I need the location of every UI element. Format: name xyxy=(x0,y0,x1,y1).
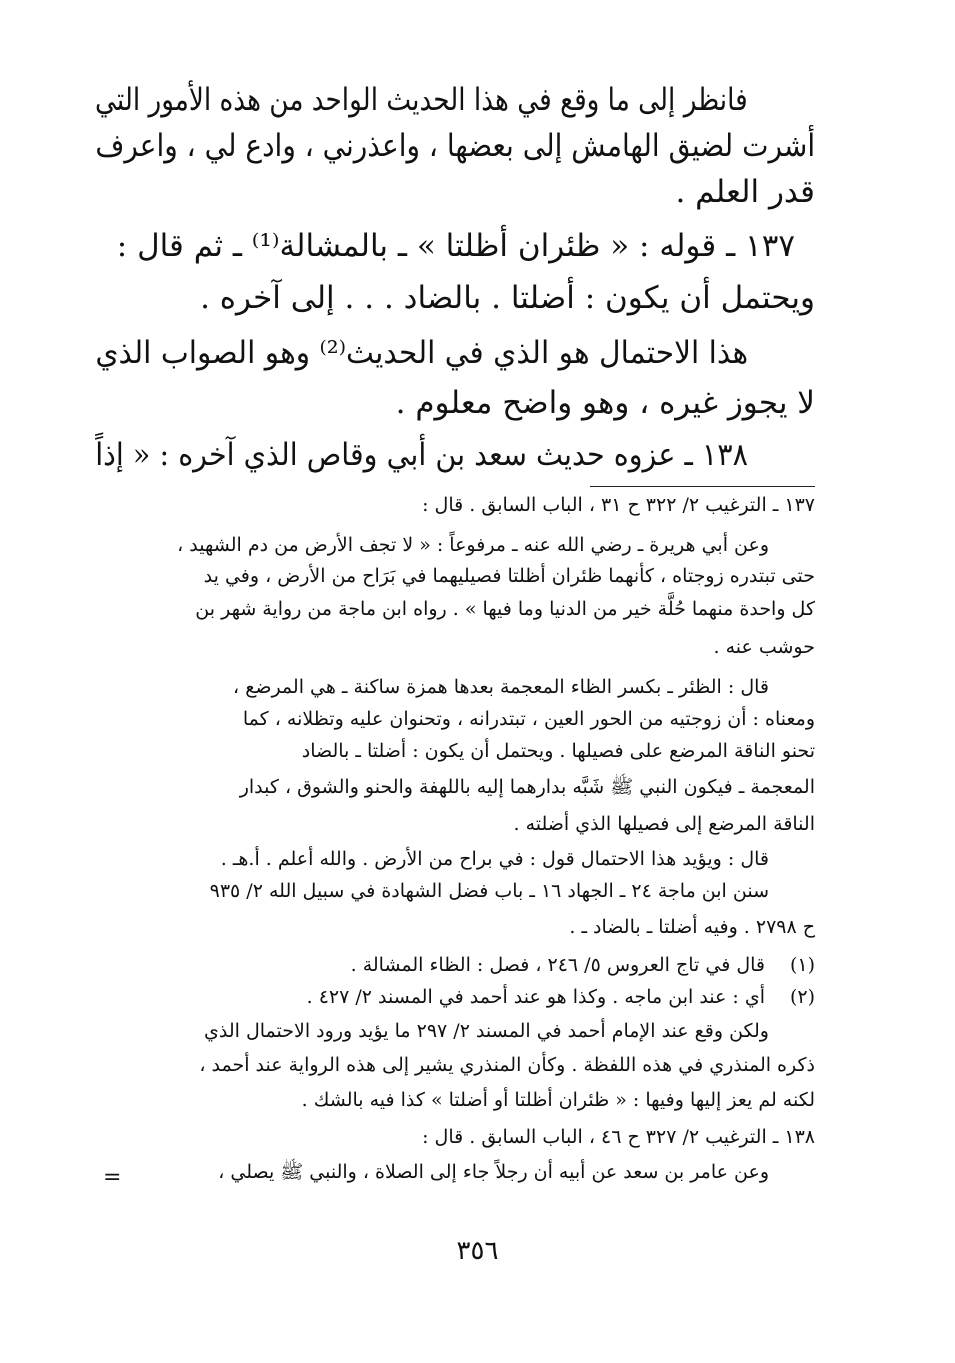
note-137-line-4: كل واحدة منهما حُلَّة خير من الدنيا وما فيها » . رواه ابن ماجة من رواية شهر بن xyxy=(195,598,815,620)
main-line-7: لا يجوز غيره ، وهو واضح معلوم . xyxy=(395,385,815,421)
note-after-line-3: لكنه لم يعز إليها وفيها : « ظئران أظلتا أو أضلتا » كذا فيه بالشك . xyxy=(301,1089,815,1111)
main-line-4: ١٣٧ ـ قوله : « ظئران أظلتا » ـ بالمشالة⁽¹⁾ ـ ثم قال : xyxy=(116,228,795,264)
note-137-line-1: ١٣٧ ـ الترغيب ٢/ ٣٢٢ ح ٣١ ، الباب السابق . قال : xyxy=(422,494,815,516)
note-137-line-5: حوشب عنه . xyxy=(713,636,815,658)
note-137-line-12: سنن ابن ماجة ٢٤ ـ الجهاد ١٦ ـ باب فضل الشهادة في سبيل الله ٢/ ٩٣٥ xyxy=(209,880,769,902)
note-after-line-1: ولكن وقع عند الإمام أحمد في المسند ٢/ ٢٩٧ ما يؤيد ورود الاحتمال الذي xyxy=(204,1020,769,1042)
main-line-1: فانظر إلى ما وقع في هذا الحديث الواحد من هذه الأمور التي xyxy=(95,82,748,118)
main-line-5: ويحتمل أن يكون : أضلتا . بالضاد . . . إلى آخره . xyxy=(200,280,815,316)
note-138-line-1: ١٣٨ ـ الترغيب ٢/ ٣٢٧ ح ٤٦ ، الباب السابق . قال : xyxy=(422,1126,815,1148)
footnote-2-text: أي : عند ابن ماجه . وكذا هو عند أحمد في المسند ٢/ ٤٢٧ . xyxy=(306,986,765,1008)
footnote-1-text: قال في تاج العروس ٥/ ٢٤٦ ، فصل : الظاء المشالة . xyxy=(350,954,765,976)
footnote-1-mark: (١) xyxy=(789,954,815,976)
note-137-line-11: قال : ويؤيد هذا الاحتمال قول : في براح من الأرض . والله أعلم . أ.هـ . xyxy=(220,848,769,870)
main-line-8: ١٣٨ ـ عزوه حديث سعد بن أبي وقاص الذي آخره : « إذاً xyxy=(95,437,748,473)
note-137-line-9: المعجمة ـ فيكون النبي ﷺ شَبَّه بدارهما إليه باللهفة والحنو والشوق ، كبدار xyxy=(239,776,815,798)
main-line-6: هذا الاحتمال هو الذي في الحديث⁽²⁾ وهو الصواب الذي xyxy=(95,335,748,371)
note-after-line-2: ذكره المنذري في هذه اللفظة . وكأن المنذري يشير إلى هذه الرواية عند أحمد ، xyxy=(199,1054,815,1076)
continuation-mark: = xyxy=(103,1165,122,1190)
footnote-2-mark: (٢) xyxy=(789,986,815,1008)
note-137-line-3: حتى تبتدره زوجتاه ، كأنهما ظئران أظلتا فصيليهما في بَرَاح من الأرض ، وفي يد xyxy=(203,565,815,587)
footnote-separator xyxy=(590,486,815,487)
note-137-line-7: ومعناه : أن زوجتيه من الحور العين ، تبتدرانه ، وتحنوان عليه وتظلانه ، كما xyxy=(242,708,815,730)
note-138-line-2: وعن عامر بن سعد عن أبيه أن رجلاً جاء إلى الصلاة ، والنبي ﷺ يصلي ، xyxy=(218,1161,769,1183)
note-137-line-2: وعن أبي هريرة ـ رضي الله عنه ـ مرفوعاً : « لا تجف الأرض من دم الشهيد ، xyxy=(177,534,769,556)
note-137-line-13: ح ٢٧٩٨ . وفيه أضلتا ـ بالضاد ـ . xyxy=(569,916,815,938)
note-137-line-8: تحنو الناقة المرضع على فصيلها . ويحتمل أن يكون : أضلتا ـ بالضاد xyxy=(301,740,815,762)
page-number: ٣٥٦ xyxy=(456,1236,499,1266)
note-137-line-6: قال : الظئر ـ بكسر الظاء المعجمة بعدها همزة ساكنة ـ هي المرضع ، xyxy=(233,676,769,698)
note-137-line-10: الناقة المرضع إلى فصيلها الذي أضلته . xyxy=(513,813,815,835)
main-line-3: قدر العلم . xyxy=(675,174,815,210)
main-line-2: أشرت لضيق الهامش إلى بعضها ، واعذرني ، وادع لي ، واعرف xyxy=(95,128,815,164)
